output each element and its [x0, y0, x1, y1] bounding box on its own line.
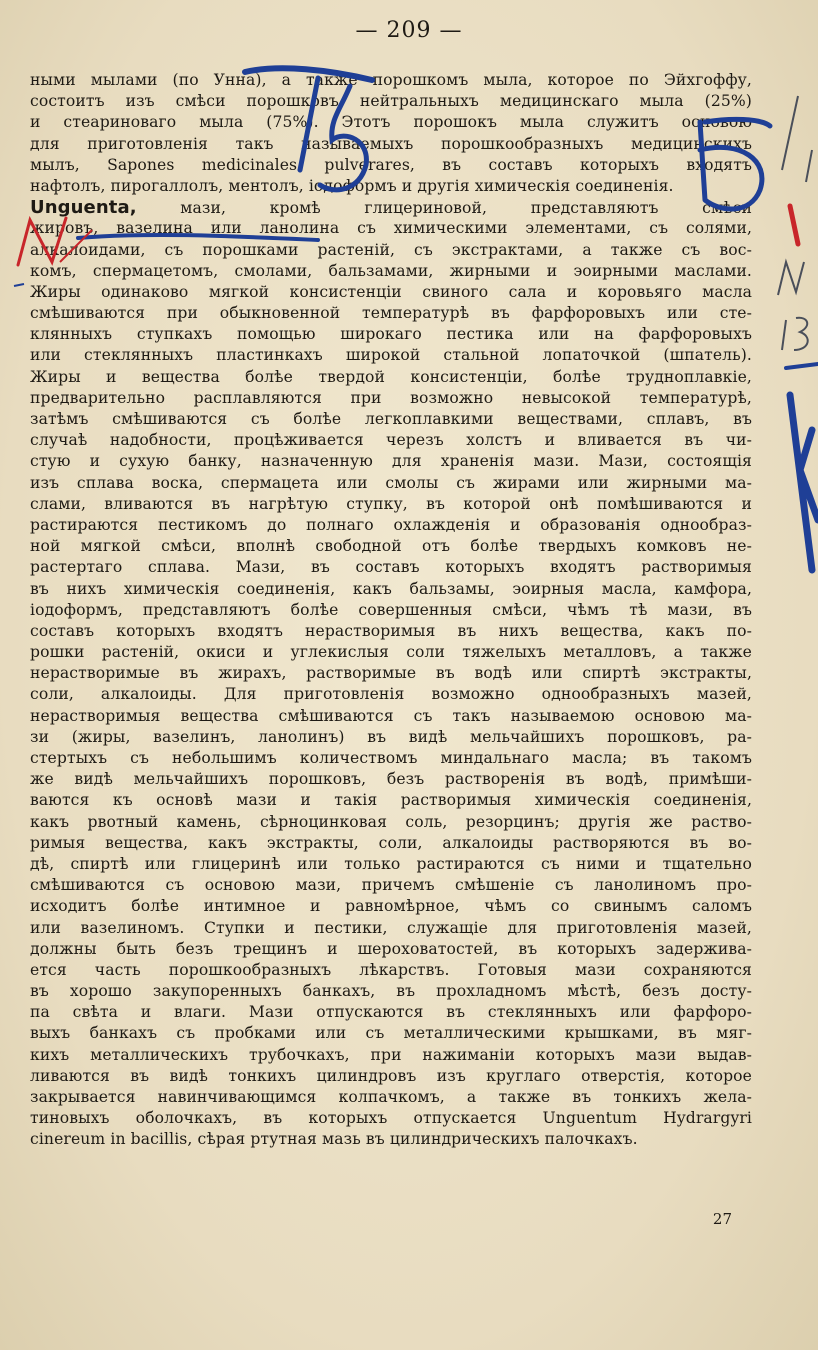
blue-5-right	[700, 119, 770, 209]
line-text: должны быть безъ трещинъ и шероховатостей, въ которыхъ задержива-	[30, 939, 752, 958]
red-bar-right	[790, 206, 798, 244]
pencil-slash-2	[806, 150, 812, 182]
line-text: ной мягкой смѣси, вполнѣ свободной отъ болѣе твердыхъ комковъ не-	[30, 537, 752, 556]
line-text: комъ, спермацетомъ, смолами, бальзамами, жирными и эоирными маслами.	[30, 261, 752, 280]
line-text: же видѣ мельчайшихъ порошковъ, безъ растворенія въ водѣ, примѣши-	[30, 770, 752, 789]
line-text: мази, кромѣ глицериновой, представляютъ смѣси	[180, 199, 752, 218]
signature-mark: 27	[712, 1210, 732, 1228]
line-text: зи (жиры, вазелинъ, ланолинъ) въ видѣ мельчайшихъ порошковъ, ра-	[30, 727, 752, 746]
line-text: смѣшиваются съ основою мази, причемъ смѣшеніе съ ланолиномъ про-	[30, 876, 752, 895]
line-text: стертыхъ съ небольшимъ количествомъ миндальнаго масла; въ такомъ	[30, 749, 752, 767]
line-text: состоитъ изъ смѣси порошковъ нейтральныхъ медицинскаго мыла (25%)	[30, 92, 752, 111]
line-text: смѣшиваются при обыкновенной температурѣ въ фарфоровыхъ или сте-	[30, 304, 752, 323]
line-text: растертаго сплава. Мази, въ составъ которыхъ входятъ растворимыя	[30, 558, 752, 577]
line-text: дѣ, спиртѣ или глицеринѣ или только растираются съ ними и тщательно	[30, 854, 752, 873]
pencil-slash-1	[782, 96, 798, 170]
blue-k-right	[790, 395, 818, 570]
term-heading: Unguenta,	[30, 197, 137, 219]
line-text: Жиры одинаково мягкой консистенціи свиного сала и коровьяго масла	[30, 282, 752, 301]
line-text: ными мылами (по Унна), а также порошкомъ мыла, которое по Эйхгоффу,	[30, 71, 752, 89]
line-text: и стеариноваго мыла (75%). Этотъ порошокъ мыла служитъ основою	[30, 113, 752, 132]
pencil-number-sign	[778, 262, 804, 295]
line-text: нерастворимые въ жирахъ, растворимые въ водѣ или спиртѣ экстракты,	[30, 664, 752, 683]
line-text: выхъ банкахъ съ пробками или съ металлическими крышками, въ мяг-	[30, 1024, 752, 1043]
line-text: нафтолъ, пирогаллолъ, ментолъ, іодоформъ и другія химическія соединенія.	[30, 176, 674, 195]
line-text: римыя вещества, какъ экстракты, соли, алкалоиды растворяются въ во-	[30, 833, 752, 852]
line-text: соли, алкалоиды. Для приготовленія возможно однообразныхъ мазей,	[30, 685, 752, 704]
line-text: Жиры и вещества болѣе твердой консистенціи, болѣе трудноплавкіе,	[30, 367, 752, 386]
line-text: кихъ металлическихъ трубочкахъ, при нажиманіи которыхъ мази выдав-	[30, 1045, 752, 1064]
blue-7-digit	[300, 78, 318, 170]
line-text: случаѣ надобности, процѣживается черезъ холстъ и вливается въ чи-	[30, 431, 752, 450]
line-text: въ нихъ химическія соединенія, какъ бальзамы, эоирныя масла, камфора,	[30, 579, 752, 598]
line-text: или вазелиномъ. Ступки и пестики, служащіе для приготовленія мазей,	[30, 918, 752, 937]
line-text: іодоформъ, представляютъ болѣе совершенныя смѣси, чѣмъ тѣ мази, въ	[30, 600, 752, 619]
line-text: па свѣта и влаги. Мази отпускаются въ стеклянныхъ или фарфоро-	[30, 1003, 752, 1022]
line-text: жировъ, вазелина или ланолина съ химическими элементами, съ солями,	[30, 219, 752, 238]
line-text: мылъ, Sapones medicinales pulverares, въ составъ которыхъ входятъ	[30, 155, 752, 174]
line-text: составъ которыхъ входятъ нерастворимыя въ нихъ вещества, какъ по-	[30, 621, 752, 640]
blue-line-right	[786, 364, 818, 368]
red-number-sign	[18, 218, 66, 265]
pencil-3	[782, 318, 808, 350]
blue-underline	[78, 235, 318, 240]
line-text: ется часть порошкообразныхъ лѣкарствъ. Готовыя мази сохраняются	[30, 960, 752, 979]
line-text: рошки растеній, окиси и углекислыя соли тяжелыхъ металловъ, а также	[30, 643, 752, 662]
line-text: ливаются въ видѣ тонкихъ цилиндровъ изъ круглаго отверстія, которое	[30, 1066, 752, 1085]
line-text: или стеклянныхъ пластинкахъ широкой стальной лопаточкой (шпатель).	[30, 346, 752, 365]
line-text: какъ рвотный камень, сѣрноцинковая соль, резорцинъ; другія же раство-	[30, 812, 752, 831]
line-text: cinereum in bacillis, сѣрая ртутная мазь въ цилиндрическихъ палочкахъ.	[30, 1130, 638, 1149]
line-text: тиновыхъ оболочкахъ, въ которыхъ отпускается Unguentum Hydrargyri	[30, 1109, 752, 1128]
line-text: нерастворимыя вещества смѣшиваются съ такъ называемою основою ма-	[30, 706, 752, 725]
blue-75-stroke	[245, 68, 372, 80]
line-text: предварительно расплавляются при возможно невысокой температурѣ,	[30, 388, 752, 407]
line-text: затѣмъ смѣшиваются съ болѣе легкоплавкими веществами, сплавъ, въ	[30, 410, 752, 428]
line-text: ваются къ основѣ мази и такія растворимыя химическія соединенія,	[30, 791, 752, 810]
line-text: въ хорошо закупоренныхъ банкахъ, въ прохладномъ мѣстѣ, безъ досту-	[30, 982, 752, 1001]
line-text: для приготовленія такъ называемыхъ порошкообразныхъ медицинскихъ	[30, 134, 752, 153]
page-number: — 209 —	[355, 18, 463, 43]
red-strike	[60, 230, 92, 262]
line-text: клянныхъ ступкахъ помощью широкаго пестика или на фарфоровыхъ	[30, 325, 752, 344]
line-text: растираются пестикомъ до полнаго охлажденія и образованія однообраз-	[30, 515, 752, 534]
blue-5-digit	[320, 86, 366, 190]
line-text: изъ сплава воска, спермацета или смолы съ жирами или жирными ма-	[30, 473, 752, 492]
line-text: алкалоидами, съ порошками растеній, съ экстрактами, а также съ вос-	[30, 240, 752, 259]
line-text: исходитъ болѣе интимное и равномѣрное, чѣмъ со свинымъ саломъ	[30, 897, 752, 916]
line-text: закрывается навинчивающимся колпачкомъ, а также въ тонкихъ жела-	[30, 1088, 752, 1106]
line-text: слами, вливаются въ нагрѣтую ступку, въ которой онѣ помѣшиваются и	[30, 494, 752, 513]
line-text: стую и сухую банку, назначенную для храненія мази. Мази, состоящія	[30, 452, 752, 471]
blue-dash-left	[14, 284, 24, 286]
